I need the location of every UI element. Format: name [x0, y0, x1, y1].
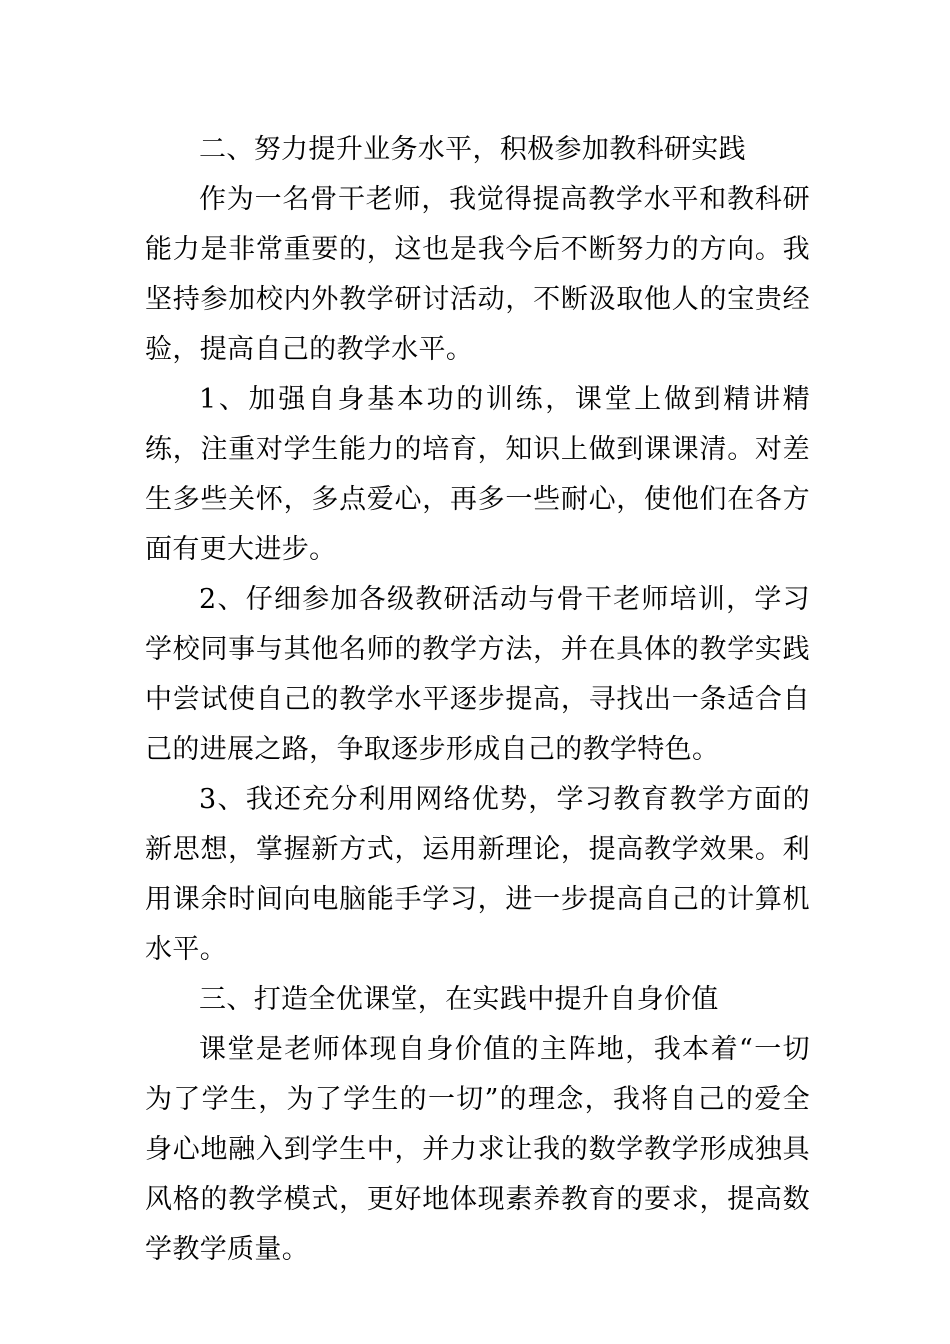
document-body	[145, 125, 810, 1275]
paragraph-item-3: 3、我还充分利用网络优势，学习教育教学方面的新思想，掌握新方式，运用新理论，提高教学效果。利用课余时间向电脑能手学习，进一步提高自己的计算机水平。	[145, 784, 810, 965]
section-heading-3: 三、打造全优课堂，在实践中提升自身价值	[199, 984, 719, 1015]
section-heading-2: 二、努力提升业务水平，积极参加教科研实践	[199, 134, 746, 165]
paragraph-item-1: 1、加强自身基本功的训练，课堂上做到精讲精练，注重对学生能力的培育，知识上做到课课清。对差生多些关怀，多点爱心，再多一些耐心，使他们在各方面有更大进步。	[145, 384, 810, 565]
paragraph-intro: 作为一名骨干老师，我觉得提高教学水平和教科研能力是非常重要的，这也是我今后不断努力的方向。我坚持参加校内外教学研讨活动，不断汲取他人的宝贵经验，提高自己的教学水平。	[145, 184, 810, 365]
paragraph-classroom: 课堂是老师体现自身价值的主阵地，我本着“一切为了学生，为了学生的一切”的理念，我将自己的爱全身心地融入到学生中，并力求让我的数学教学形成独具风格的教学模式，更好地体现素养教育的要求，提高数学教学质量。	[145, 1034, 810, 1265]
paragraph-item-2: 2、仔细参加各级教研活动与骨干老师培训，学习学校同事与其他名师的教学方法，并在具体的教学实践中尝试使自己的教学水平逐步提高，寻找出一条适合自己的进展之路，争取逐步形成自己的教学特色。	[145, 584, 810, 765]
